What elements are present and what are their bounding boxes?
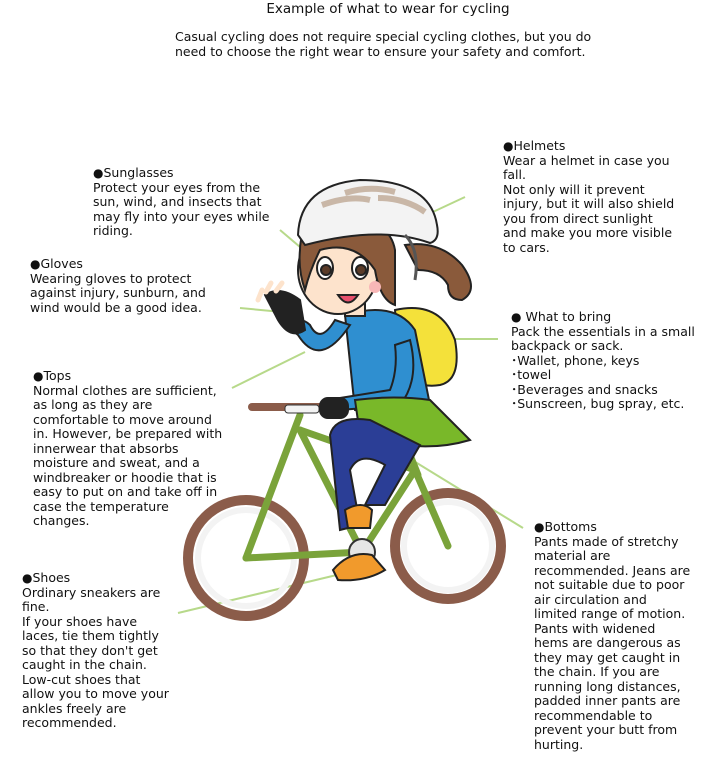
bullet-icon: ● <box>503 139 514 153</box>
note-sunglasses-heading: Sunglasses <box>103 165 174 180</box>
note-gloves-body: Wearing gloves to protect against injury, sunburn, and wind would be a good idea. <box>30 270 206 315</box>
left-glove <box>265 291 305 333</box>
note-helmets-heading: Helmets <box>513 138 566 153</box>
bullet-icon: ● <box>22 571 33 585</box>
note-what-to-bring-heading: What to bring <box>521 309 612 324</box>
bullet-icon: ● <box>93 166 104 180</box>
bullet-icon: ● <box>511 310 522 324</box>
note-tops-heading: Tops <box>43 368 72 383</box>
note-tops-body: Normal clothes are sufficient, as long as they are comfortable to move around in. However, be prepared with innerwear that absorbs moisture and sweat, and a windbreaker or hoodie that is easy to put on and take off in case the temperature changes. <box>33 382 223 528</box>
shoe-back <box>345 505 372 528</box>
note-shoes-heading: Shoes <box>32 570 71 585</box>
bullet-icon: ● <box>33 369 44 383</box>
note-bottoms-body: Pants made of stretchy material are recommended. Jeans are not suitable due to poor air circulation and limited range of motion. Pants with widened hems are dangerous as they may get caught in the chain. If you are running long distances, padded inner pants are recommendable to prevent your butt from hurting. <box>534 533 691 752</box>
right-glove <box>320 398 348 418</box>
note-shoes-body: Ordinary sneakers are fine. If your shoes have laces, tie them tightly so that they don't get caught in the chain. Low-cut shoes that allow you to move your ankles freely are recommended. <box>22 584 169 730</box>
leader-line-tops <box>232 352 305 388</box>
note-gloves-heading: Gloves <box>40 256 83 271</box>
intro-text: Casual cycling does not require special cycling clothes, but you do need to choose the right wear to ensure your safety and comfort. <box>175 29 592 59</box>
note-gloves <box>30 257 206 315</box>
note-sunglasses-body: Protect your eyes from the sun, wind, and insects that may fly into your eyes while riding. <box>93 179 270 238</box>
note-bottoms-heading: Bottoms <box>544 519 597 534</box>
note-helmets <box>503 139 674 255</box>
bullet-icon: ● <box>534 520 545 534</box>
bullet-icon: ● <box>30 257 41 271</box>
note-sunglasses <box>93 166 270 239</box>
note-what-to-bring <box>511 310 695 412</box>
page-title: Example of what to wear for cycling <box>266 1 510 17</box>
note-bottoms <box>534 520 690 752</box>
note-shoes <box>22 571 169 731</box>
note-helmets-body: Wear a helmet in case you fall. Not only will it prevent injury, but it will also shield you from direct sunlight and make you more visible to cars. <box>503 152 675 255</box>
shoe-front <box>333 554 385 580</box>
note-tops <box>33 369 222 529</box>
note-what-to-bring-body: Pack the essentials in a small backpack or sack. ･Wallet, phone, keys ･towel ･Beverages and snacks ･Sunscreen, bug spray, etc. <box>511 323 695 411</box>
